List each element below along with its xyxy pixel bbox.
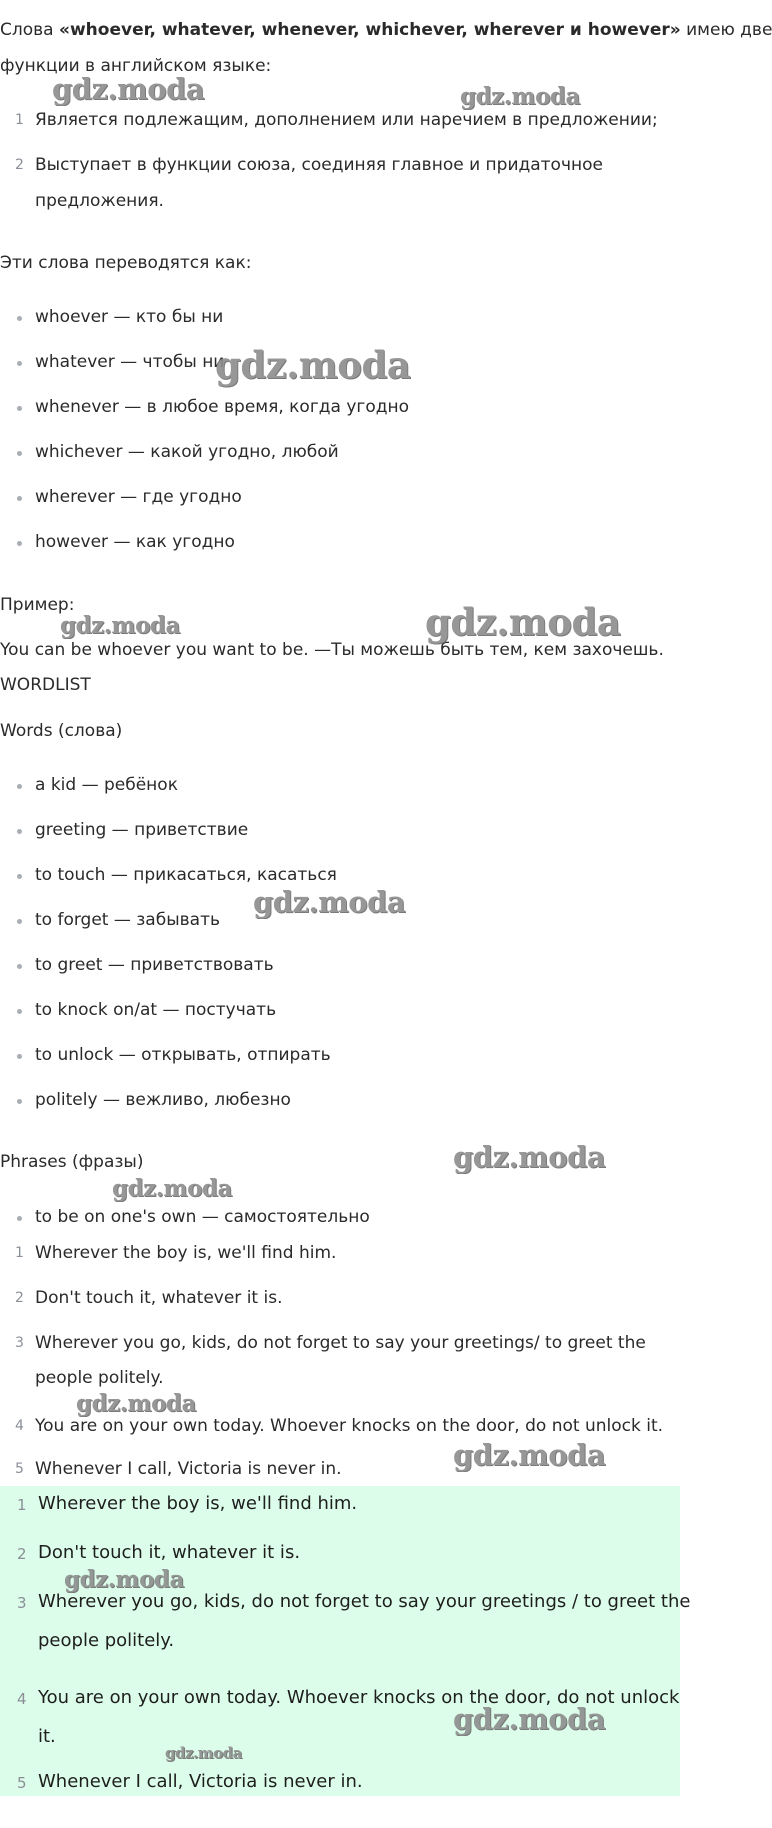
word-item: a kid — ребёнок (35, 775, 178, 795)
intro-prefix: Слова (0, 20, 59, 40)
sentence-item: Don't touch it, whatever it is. (35, 1288, 283, 1308)
word-item: to touch — прикасаться, касаться (35, 865, 337, 885)
watermark-logo: gdz.moda (52, 72, 205, 106)
translation-item: whenever — в любое время, когда угодно (35, 397, 409, 417)
bullet (17, 496, 22, 501)
list-number: 5 (15, 1461, 24, 1477)
answer-item: Wherever you go, kids, do not forget to say your greetings / to greet the (38, 1591, 691, 1612)
intro-line-1 (0, 20, 772, 40)
function-item: Выступает в функции союза, соединяя главное и придаточное (35, 155, 603, 175)
example-label: Пример: (0, 595, 75, 615)
word-item: to unlock — открывать, отпирать (35, 1045, 331, 1065)
translate-heading: Эти слова переводятся как: (0, 253, 252, 273)
sentence-item-continued: people politely. (35, 1368, 164, 1388)
bullet (17, 964, 22, 969)
watermark-logo: gdz.moda (76, 1390, 196, 1417)
list-number: 2 (15, 157, 24, 173)
watermark-logo: gdz.moda (453, 1438, 606, 1472)
bullet (17, 316, 22, 321)
sentence-item: Whenever I call, Victoria is never in. (35, 1459, 342, 1479)
bullet (17, 451, 22, 456)
example-text: You can be whoever you want to be. —Ты можешь быть тем, кем захочешь. (0, 640, 664, 660)
sentence-item: You are on your own today. Whoever knocks on the door, do not unlock it. (35, 1416, 664, 1436)
answer-item-continued: it. (38, 1726, 56, 1747)
intro-bold-words: «whoever, whatever, whenever, whichever, wherever и however» (58, 20, 681, 40)
list-number: 2 (15, 1290, 24, 1306)
watermark-logo: gdz.moda (112, 1175, 232, 1202)
word-item: to knock on/at — постучать (35, 1000, 277, 1020)
answer-number: 1 (17, 1496, 27, 1514)
word-item: greeting — приветствие (35, 820, 249, 840)
watermark-logo: gdz.moda (60, 612, 180, 639)
wordlist-heading: WORDLIST (0, 675, 91, 695)
bullet (17, 784, 22, 789)
answer-item: Whenever I call, Victoria is never in. (38, 1771, 363, 1792)
answer-number: 3 (17, 1594, 27, 1612)
answer-item: You are on your own today. Whoever knocks on the door, do not unlock (38, 1687, 680, 1708)
answer-item-continued: people politely. (38, 1630, 175, 1651)
bullet (17, 1009, 22, 1014)
watermark-logo: gdz.moda (453, 1702, 606, 1736)
bullet (17, 919, 22, 924)
answer-number: 2 (17, 1545, 27, 1563)
sentence-item: Wherever you go, kids, do not forget to say your greetings/ to greet the (35, 1333, 646, 1353)
answer-item: Wherever the boy is, we'll find him. (38, 1493, 358, 1514)
list-number: 1 (15, 112, 24, 128)
word-item: politely — вежливо, любезно (35, 1090, 291, 1110)
watermark-logo: gdz.moda (165, 1744, 242, 1762)
bullet (17, 406, 22, 411)
phrases-heading: Phrases (фразы) (0, 1152, 144, 1172)
watermark-logo: gdz.moda (425, 600, 621, 644)
watermark-logo: gdz.moda (253, 885, 406, 919)
bullet (17, 1216, 22, 1221)
intro-line-2: функции в английском языке: (0, 56, 272, 76)
bullet (17, 874, 22, 879)
answer-number: 4 (17, 1690, 27, 1708)
watermark-logo: gdz.moda (64, 1566, 184, 1593)
function-item: Является подлежащим, дополнением или наречием в предложении; (35, 110, 658, 130)
list-number: 4 (15, 1418, 24, 1434)
words-heading: Words (слова) (0, 721, 123, 741)
phrase-item: to be on one's own — самостоятельно (35, 1207, 370, 1227)
function-item-continued: предложения. (35, 191, 164, 211)
list-number: 3 (15, 1335, 24, 1351)
bullet (17, 829, 22, 834)
bullet (17, 361, 22, 366)
intro-suffix: имею две (680, 20, 772, 40)
translation-item: however — как угодно (35, 532, 235, 552)
translation-item: whichever — какой угодно, любой (35, 442, 339, 462)
answer-item: Don't touch it, whatever it is. (38, 1542, 301, 1563)
word-item: to greet — приветствовать (35, 955, 274, 975)
bullet (17, 1099, 22, 1104)
sentence-item: Wherever the boy is, we'll find him. (35, 1243, 337, 1263)
watermark-logo: gdz.moda (453, 1140, 606, 1174)
word-item: to forget — забывать (35, 910, 220, 930)
bullet (17, 1054, 22, 1059)
watermark-logo: gdz.moda (460, 83, 580, 110)
translation-item: whoever — кто бы ни (35, 307, 224, 327)
translation-item: whatever — чтобы ни (35, 352, 225, 372)
watermark-logo: gdz.moda (215, 343, 411, 387)
answer-number: 5 (17, 1774, 27, 1792)
bullet (17, 541, 22, 546)
list-number: 1 (15, 1245, 24, 1261)
translation-item: wherever — где угодно (35, 487, 242, 507)
